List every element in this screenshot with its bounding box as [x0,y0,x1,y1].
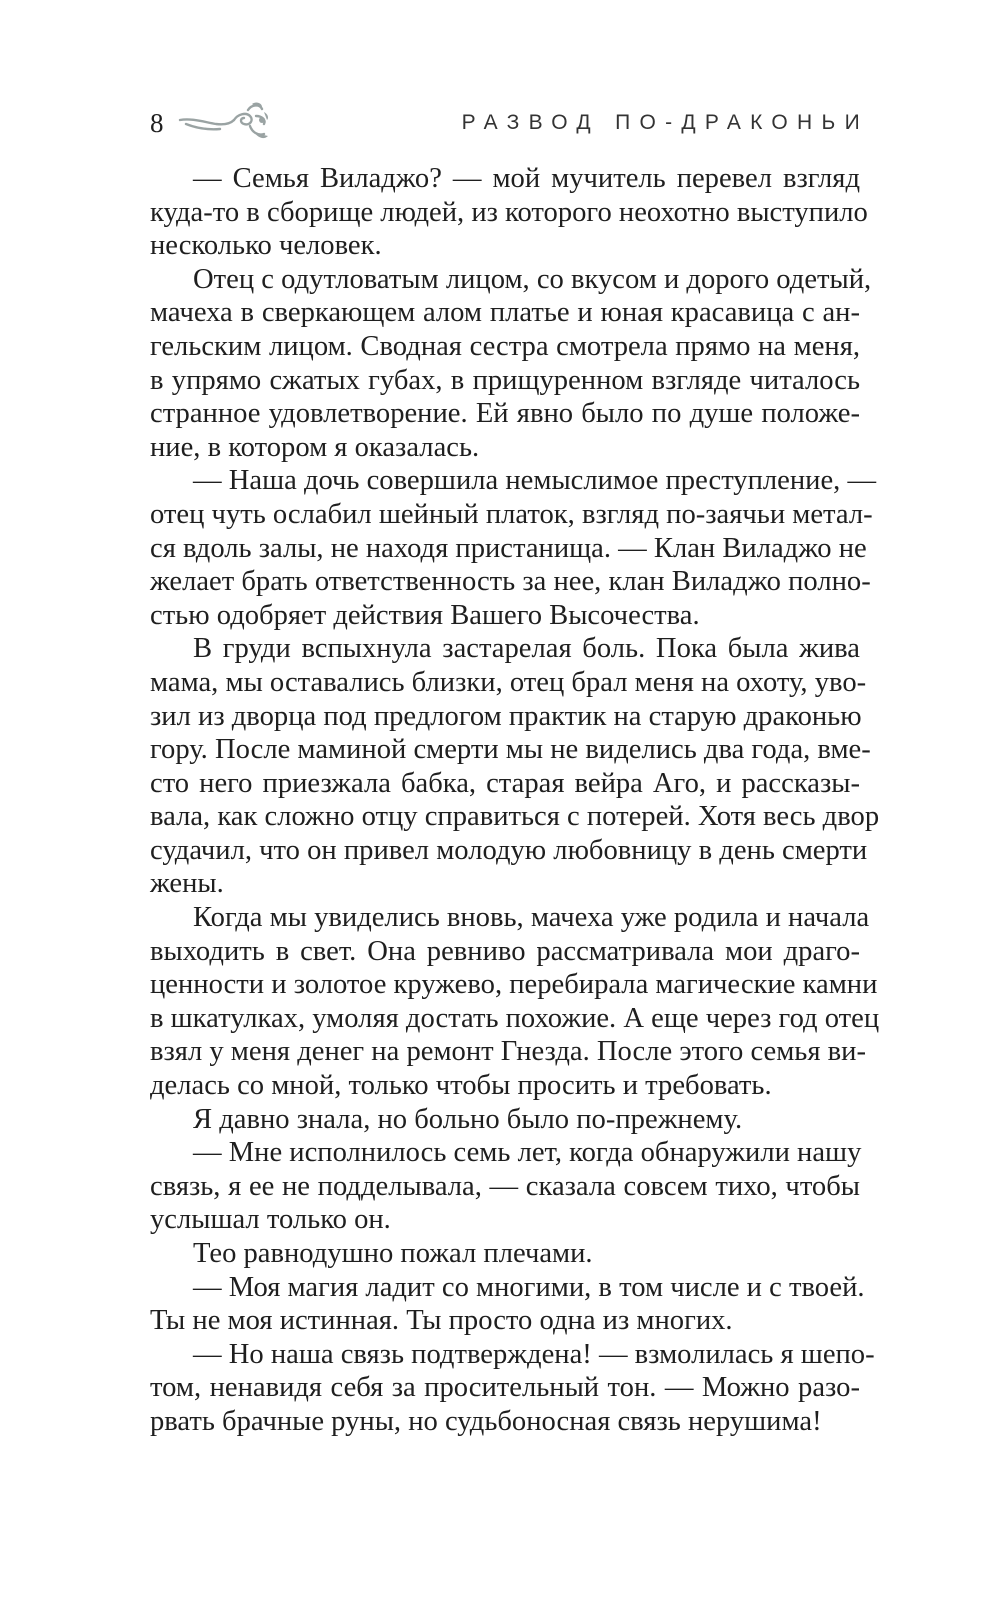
text-line: — Мне исполнилось семь лет, когда обнаружили нашу [193,1137,862,1169]
text-line: связь, я ее не подделывала, — сказала совсем тихо, чтобы [150,1170,860,1202]
text-line: Отец с одутловатым лицом, со вкусом и дорого одетый, [193,263,872,295]
text-line: Когда мы увиделись вновь, мачеха уже родила и начала [193,902,870,934]
running-title: РАЗВОД ПО-ДРАКОНЬИ [461,111,869,134]
text-line: ценности и золотое кружево, перебирала магические камни [150,969,878,1001]
text-line: гору. После маминой смерти мы не виделись два года, вме- [150,734,871,766]
page-number: 8 [150,108,164,138]
text-line: судачил, что он привел молодую любовницу в день смерти [150,834,868,866]
text-line: странное удовлетворение. Ей явно было по душе положе- [150,398,860,430]
body-text [150,162,880,1439]
running-head [150,102,869,146]
text-line: В груди вспыхнула застарелая боль. Пока была жива [193,633,860,665]
text-line: отец чуть ослабил шейный платок, взгляд по-заячьи метал- [150,498,873,530]
flourish-ornament-icon [178,102,270,142]
text-line: Тео равнодушно пожал плечами. [193,1238,593,1269]
text-line: желает брать ответственность за нее, клан Виладжо полно- [150,566,871,598]
text-line: Я давно знала, но больно было по-прежнему. [193,1103,743,1135]
text-line: ся вдоль залы, не находя пристанища. — Клан Виладжо не [150,532,867,564]
text-line: зил из дворца под предлогом практик на старую драконью [150,700,862,732]
text-line: взял у меня денег на ремонт Гнезда. После этого семья ви- [150,1036,866,1068]
text-line: сто него приезжала бабка, старая вейра Аго, и рассказы- [150,767,860,799]
text-line: гельским лицом. Сводная сестра смотрела прямо на меня, [150,330,860,362]
text-line: стью одобряет действия Вашего Высочества. [150,599,700,631]
text-line: в шкатулках, умоляя достать похожие. А еще через год отец [150,1002,880,1034]
text-line: услышал только он. [150,1204,391,1236]
text-line: несколько человек. [150,230,382,262]
text-line: вала, как сложно отцу справиться с потерей. Хотя весь двор [150,801,880,833]
text-line: ние, в котором я оказалась. [150,431,480,463]
text-line: мама, мы оставались близки, отец брал меня на охоту, уво- [150,666,867,698]
text-line: в упрямо сжатых губах, в прищуренном взгляде читалось [150,364,860,396]
text-line: выходить в свет. Она ревниво рассматривала мои драго- [150,935,860,967]
text-line: рвать брачные руны, но судьбоносная связь нерушима! [150,1405,822,1437]
text-line: — Моя магия ладит со многими, в том числе и с твоей. [193,1271,865,1303]
text-line: делась со мной, только чтобы просить и требовать. [150,1070,772,1102]
text-line: Ты не моя истинная. Ты просто одна из многих. [150,1305,733,1337]
text-line: мачеха в сверкающем алом платье и юная красавица с ан- [150,297,860,329]
text-line: куда-то в сборище людей, из которого неохотно выступило [150,196,868,228]
text-line: — Но наша связь подтверждена! — взмолилась я шепо- [193,1338,875,1370]
text-line: — Наша дочь совершила немыслимое преступление, — [193,465,877,497]
text-line: — Семья Виладжо? — мой мучитель перевел взгляд [193,163,860,194]
text-line: жены. [150,868,224,900]
text-line: том, ненавидя себя за просительный тон. — Можно разо- [150,1372,860,1404]
